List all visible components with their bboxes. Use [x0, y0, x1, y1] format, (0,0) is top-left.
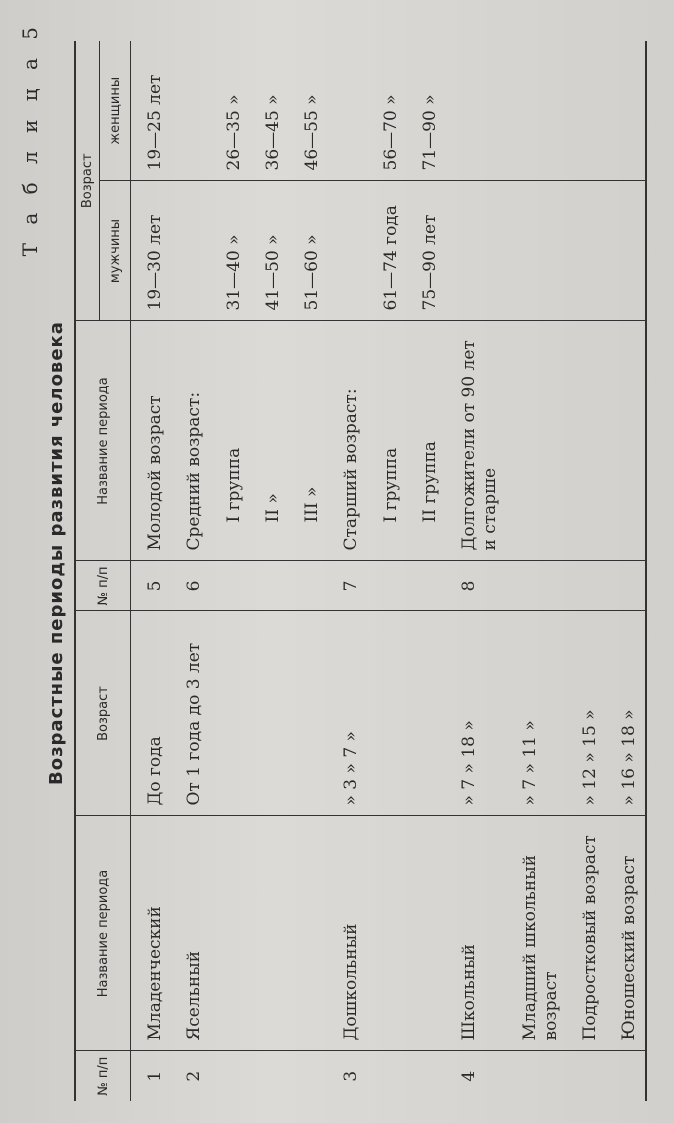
cell-men	[506, 181, 567, 321]
cell-women	[506, 41, 567, 181]
cell-men: 75—90 лет	[406, 181, 445, 321]
cell-age: » 7 » 18 »	[445, 611, 506, 816]
cell-women: 26—35 »	[210, 41, 249, 181]
header-women: женщины	[100, 41, 131, 181]
cell-women: 19—25 лет	[131, 41, 171, 181]
table-row	[445, 41, 506, 1101]
table-row	[605, 41, 645, 1101]
cell-period-name-2: I группа	[210, 321, 249, 561]
cell-women	[170, 41, 209, 181]
cell-no-2	[566, 561, 605, 611]
cell-men	[605, 181, 645, 321]
cell-women	[605, 41, 645, 181]
cell-period-name	[406, 816, 445, 1051]
cell-no	[406, 1051, 445, 1101]
cell-no-2	[288, 561, 327, 611]
cell-no-2: 7	[327, 561, 366, 611]
cell-age	[210, 611, 249, 816]
table-row	[327, 41, 366, 1101]
cell-women: 71—90 »	[406, 41, 445, 181]
table-row	[170, 41, 209, 1101]
cell-period-name-2: I группа	[367, 321, 406, 561]
cell-period-name-2: II »	[249, 321, 288, 561]
cell-period-name: Ясельный	[170, 816, 209, 1051]
cell-period-name: Младенческий	[131, 816, 171, 1051]
cell-period-name-2: Долгожители от 90 лет и старше	[445, 321, 506, 561]
cell-men: 41—50 »	[249, 181, 288, 321]
cell-age: » 7 » 11 »	[506, 611, 567, 816]
cell-no: 1	[145, 1070, 165, 1082]
age-periods-table	[74, 41, 647, 1101]
cell-period-name-2	[566, 321, 605, 561]
cell-women: 56—70 »	[367, 41, 406, 181]
header-no-2: № п/п	[75, 561, 131, 611]
table-row	[249, 41, 288, 1101]
header-period-name-2: Название периода	[75, 321, 131, 561]
cell-age: » 12 » 15 »	[566, 611, 605, 816]
cell-men	[445, 181, 506, 321]
cell-period-name-2	[506, 321, 567, 561]
cell-age: » 3 » 7 »	[327, 611, 366, 816]
cell-period-name: Школьный	[445, 816, 506, 1051]
cell-men: 19—30 лет	[131, 181, 171, 321]
cell-no-2	[605, 561, 645, 611]
cell-women	[566, 41, 605, 181]
cell-period-name-2: Старший возраст:	[327, 321, 366, 561]
cell-men: 31—40 »	[210, 181, 249, 321]
cell-age	[249, 611, 288, 816]
cell-age: » 16 » 18 »	[605, 611, 645, 816]
table-row	[566, 41, 605, 1101]
cell-no: 2	[184, 1070, 205, 1082]
table-row	[131, 41, 171, 1101]
cell-age: От 1 года до 3 лет	[170, 611, 209, 816]
cell-women	[445, 41, 506, 181]
cell-men	[327, 181, 366, 321]
cell-period-name-2: Молодой возраст	[131, 321, 171, 561]
cell-men: 51—60 »	[288, 181, 327, 321]
header-period-name: Название периода	[75, 816, 131, 1051]
cell-no	[566, 1051, 605, 1101]
table-row	[288, 41, 327, 1101]
cell-no-2	[249, 561, 288, 611]
cell-period-name: Юношеский возраст	[605, 816, 645, 1051]
header-men: мужчины	[100, 181, 131, 321]
cell-men	[170, 181, 209, 321]
cell-no	[367, 1051, 406, 1101]
cell-period-name	[210, 816, 249, 1051]
cell-period-name	[367, 816, 406, 1051]
cell-period-name-2: II группа	[406, 321, 445, 561]
cell-no	[288, 1051, 327, 1101]
cell-no-2	[506, 561, 567, 611]
table-row	[210, 41, 249, 1101]
cell-no	[210, 1051, 249, 1101]
cell-age	[288, 611, 327, 816]
cell-no-2: 5	[131, 561, 171, 611]
cell-women: 36—45 »	[249, 41, 288, 181]
cell-men	[566, 181, 605, 321]
cell-no: 3	[341, 1070, 362, 1082]
cell-no: 4	[459, 1070, 479, 1082]
cell-no-2	[406, 561, 445, 611]
cell-no	[249, 1051, 288, 1101]
cell-age: До года	[131, 611, 171, 816]
cell-period-name	[288, 816, 327, 1051]
cell-age	[367, 611, 406, 816]
cell-period-name: Дошкольный	[327, 816, 366, 1051]
rotated-table-area	[12, 15, 662, 1115]
table-number: Т а б л и ц а 5	[18, 21, 42, 257]
cell-no	[506, 1051, 567, 1101]
cell-age	[406, 611, 445, 816]
cell-period-name	[249, 816, 288, 1051]
table-row	[406, 41, 445, 1101]
cell-period-name: Младший школьный возраст	[506, 816, 567, 1051]
cell-no-2	[367, 561, 406, 611]
cell-no-2	[210, 561, 249, 611]
header-age-2: Возраст	[75, 41, 100, 321]
header-age: Возраст	[75, 611, 131, 816]
cell-no-2: 6	[170, 561, 209, 611]
table-row	[367, 41, 406, 1101]
cell-no-2: 8	[445, 561, 506, 611]
cell-men: 61—74 года	[367, 181, 406, 321]
cell-women: 46—55 »	[288, 41, 327, 181]
cell-period-name-2: Средний возраст:	[170, 321, 209, 561]
cell-women	[327, 41, 366, 181]
table-row	[506, 41, 567, 1101]
cell-period-name: Подростковый возраст	[566, 816, 605, 1051]
table-title: Возрастные периоды развития человека	[46, 321, 67, 785]
cell-period-name-2	[605, 321, 645, 561]
cell-no	[605, 1051, 645, 1101]
header-no: № п/п	[75, 1051, 131, 1101]
cell-period-name-2: III »	[288, 321, 327, 561]
